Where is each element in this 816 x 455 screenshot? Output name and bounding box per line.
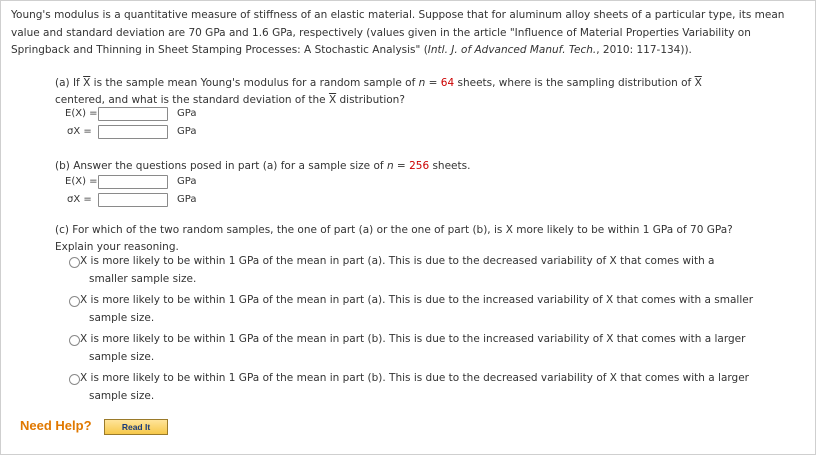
mean-unit-b: GPa [177, 176, 197, 187]
xbar-symbol: $\overline{X}$ [83, 77, 91, 89]
option-1-text: X is more likely to be within 1 GPa of the mean in part (a). This is due to the decreased variability of X that comes with a smaller sample size. [80, 255, 715, 285]
mean-label-b: E(X) = [65, 176, 98, 187]
part-c-prompt: (c) For which of the two random samples, the one of part (a) or the one of part (b), is X more likely to be within 1 GPa of 70 GPa? Explain your reasoning. [55, 224, 733, 253]
mean-input-b[interactable] [98, 175, 168, 189]
mean-input-a[interactable] [98, 107, 168, 121]
sd-unit-b: GPa [177, 194, 197, 205]
sample-size-b: 256 [409, 160, 430, 172]
sample-size-a: 64 [440, 77, 455, 89]
option-3-radio[interactable] [69, 335, 80, 346]
sd-input-b[interactable] [98, 193, 168, 207]
intro-text-end: , 2010: 117-134)). [596, 44, 692, 56]
read-it-button[interactable]: Read It [104, 419, 168, 435]
sd-label-a: σX = [67, 126, 92, 137]
option-4-text: X is more likely to be within 1 GPa of the mean in part (b). This is due to the decreased variability of X that comes with a larger sample size. [80, 372, 749, 402]
option-3-text: X is more likely to be within 1 GPa of the mean in part (b). This is due to the increased variability of X that comes with a larger sample size. [80, 333, 746, 363]
intro-text: Young's modulus is a quantitative measure of stiffness of an elastic material. Suppose that for aluminum alloy sheets of a particular type, its mean value and standard deviation are 70 GPa and 1.6 GPa, respectively (values given in the article "Influence of Material Properties Variability on Springback and Thinning in Sheet Stamping Processes: A Stochastic Analysis" ( [11, 9, 785, 56]
option-1-radio[interactable] [69, 257, 80, 268]
need-help-label: Need Help? [20, 418, 92, 433]
sd-input-a[interactable] [98, 125, 168, 139]
part-a-prompt: (a) If $\overline{X}$ is the sample mean Young's modulus for a random sample of n = 64 sheets, where is the sampling distribution of $\overline{X}$ centered, and what is the standard deviation of the $\overline{X}$ distribution? [55, 77, 702, 106]
option-2-text: X is more likely to be within 1 GPa of the mean in part (a). This is due to the increased variability of X that comes with a smaller sample size. [80, 294, 754, 324]
sd-unit-a: GPa [177, 126, 197, 137]
part-b-prompt: (b) Answer the questions posed in part (a) for a sample size of n = 256 sheets. [55, 160, 471, 172]
option-4-radio[interactable] [69, 374, 80, 385]
question-intro [11, 7, 807, 60]
sd-label-b: σX = [67, 194, 92, 205]
mean-label-a: E(X) = [65, 108, 98, 119]
option-2-radio[interactable] [69, 296, 80, 307]
mean-unit-a: GPa [177, 108, 197, 119]
journal-name: Intl. J. of Advanced Manuf. Tech. [427, 44, 597, 56]
